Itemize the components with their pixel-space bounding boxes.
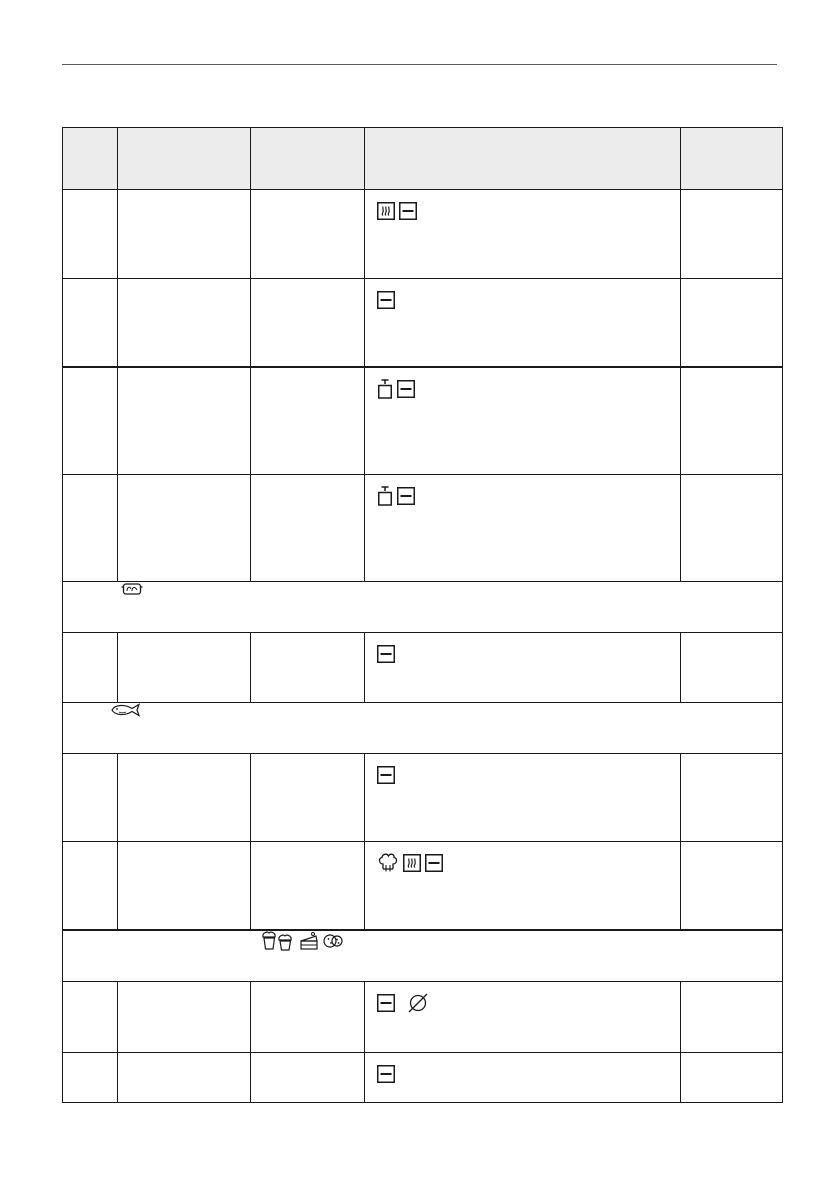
chef-hat-icon [377,853,399,873]
diameter-icon [407,992,429,1014]
header-rule [62,64,777,65]
program-table [62,127,783,1103]
muffins-icon [261,931,295,951]
bottom-heat-icon [425,854,443,872]
bottom-heat-icon [399,202,417,220]
table-row [63,1052,783,1102]
bottom-heat-icon [377,766,395,784]
table-row [63,475,783,582]
bottom-heat-icon [397,487,415,505]
thermometer-icon [377,486,393,506]
table-row [63,190,783,279]
section-row [63,930,783,982]
table-row [63,842,783,930]
table-row [63,367,783,475]
header-cell [251,128,365,190]
steam-icon [377,202,395,220]
cookies-icon [323,932,343,950]
bottom-heat-icon [377,994,395,1012]
header-cell [365,128,681,190]
bottom-heat-icon [377,645,395,663]
table-header-row [63,128,783,190]
roasting-dish-icon [121,582,143,596]
cake-slice-icon [299,931,319,951]
bottom-heat-icon [377,1065,395,1083]
steam-icon [403,854,421,872]
header-cell [118,128,251,190]
bottom-heat-icon [397,380,415,398]
table-row [63,633,783,703]
header-cell [681,128,783,190]
bottom-heat-icon [377,291,395,309]
table-row [63,279,783,367]
section-row [63,582,783,633]
section-row [63,703,783,754]
thermometer-icon [377,379,393,399]
header-cell [63,128,118,190]
table-row [63,981,783,1052]
fish-icon [111,703,141,717]
table-row [63,754,783,842]
